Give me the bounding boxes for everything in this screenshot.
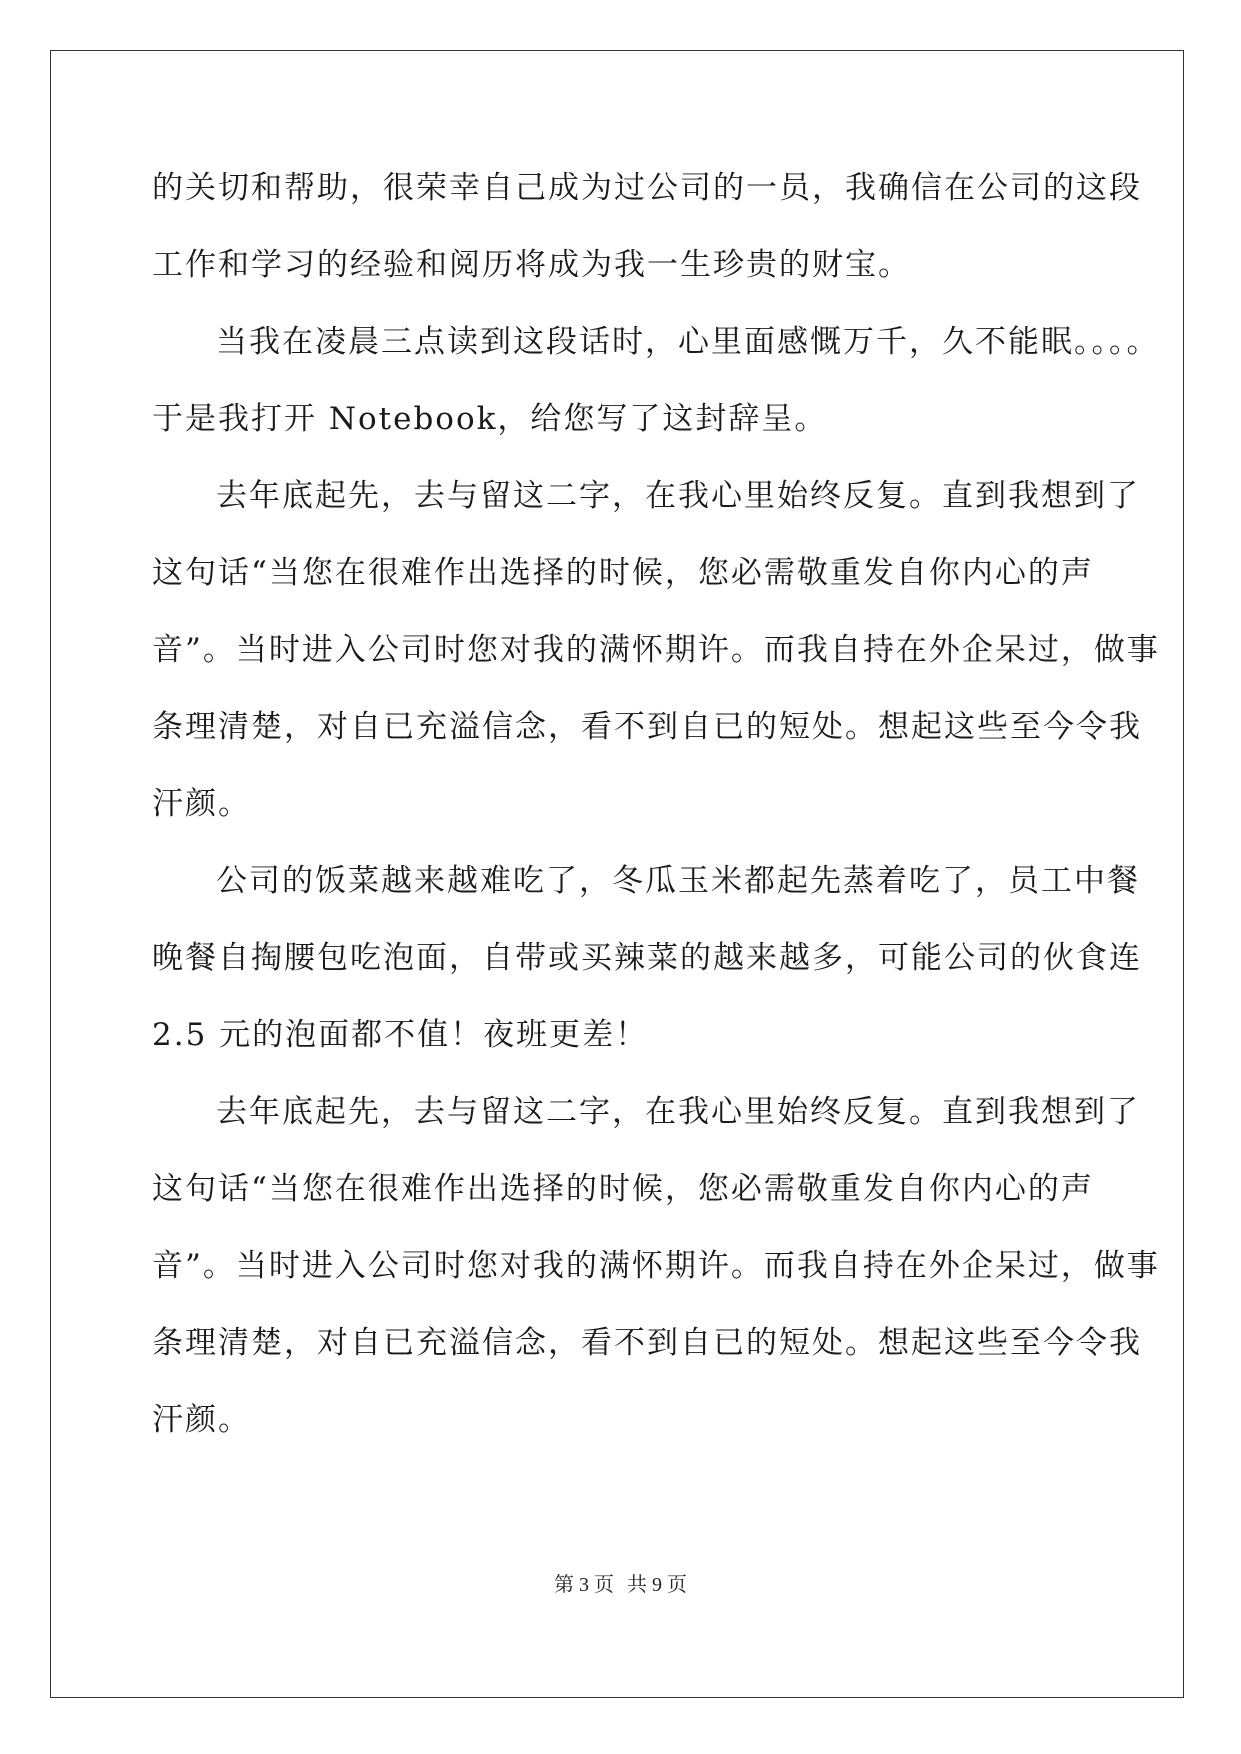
text-line: 的关切和帮助，很荣幸自己成为过公司的一员，我确信在公司的这段 [152, 170, 1142, 206]
text-line: 于是我打开 Notebook，给您写了这封辞呈。 [152, 401, 828, 437]
text-line: 音”。当时进入公司时您对我的满怀期许。而我自持在外企呆过，做事 [152, 632, 1160, 668]
document-body [152, 150, 1160, 1459]
text-line: 去年底起先，去与留这二字，在我心里始终反复。直到我想到了 [216, 1094, 1140, 1130]
text-line: 公司的饭菜越来越难吃了，冬瓜玉米都起先蒸着吃了，员工中餐 [216, 863, 1140, 899]
text-line: 条理清楚，对自已充溢信念，看不到自已的短处。想起这些至今令我 [152, 709, 1142, 745]
text-line: 这句话“当您在很难作出选择的时候，您必需敬重发自你内心的声 [152, 555, 1094, 591]
text-line: 晚餐自掏腰包吃泡面，自带或买辣菜的越来越多，可能公司的伙食连 [152, 940, 1142, 976]
page-number: 第 3 页 [554, 1574, 614, 1596]
text-line: 去年底起先，去与留这二字，在我心里始终反复。直到我想到了 [216, 478, 1140, 514]
text-line: 工作和学习的经验和阅历将成为我一生珍贵的财宝。 [152, 247, 911, 283]
text-line: 当我在凌晨三点读到这段话时，心里面感慨万千，久不能眠。。。。 [216, 324, 1160, 360]
page-total: 共 9 页 [627, 1574, 687, 1596]
text-line: 2.5 元的泡面都不值！夜班更差！ [152, 1017, 649, 1053]
text-line: 音”。当时进入公司时您对我的满怀期许。而我自持在外企呆过，做事 [152, 1248, 1160, 1284]
text-line: 汗颜。 [152, 786, 251, 822]
text-line: 这句话“当您在很难作出选择的时候，您必需敬重发自你内心的声 [152, 1171, 1094, 1207]
text-line: 汗颜。 [152, 1402, 251, 1438]
page-footer [0, 1568, 1241, 1597]
text-line: 条理清楚，对自已充溢信念，看不到自已的短处。想起这些至今令我 [152, 1325, 1142, 1361]
